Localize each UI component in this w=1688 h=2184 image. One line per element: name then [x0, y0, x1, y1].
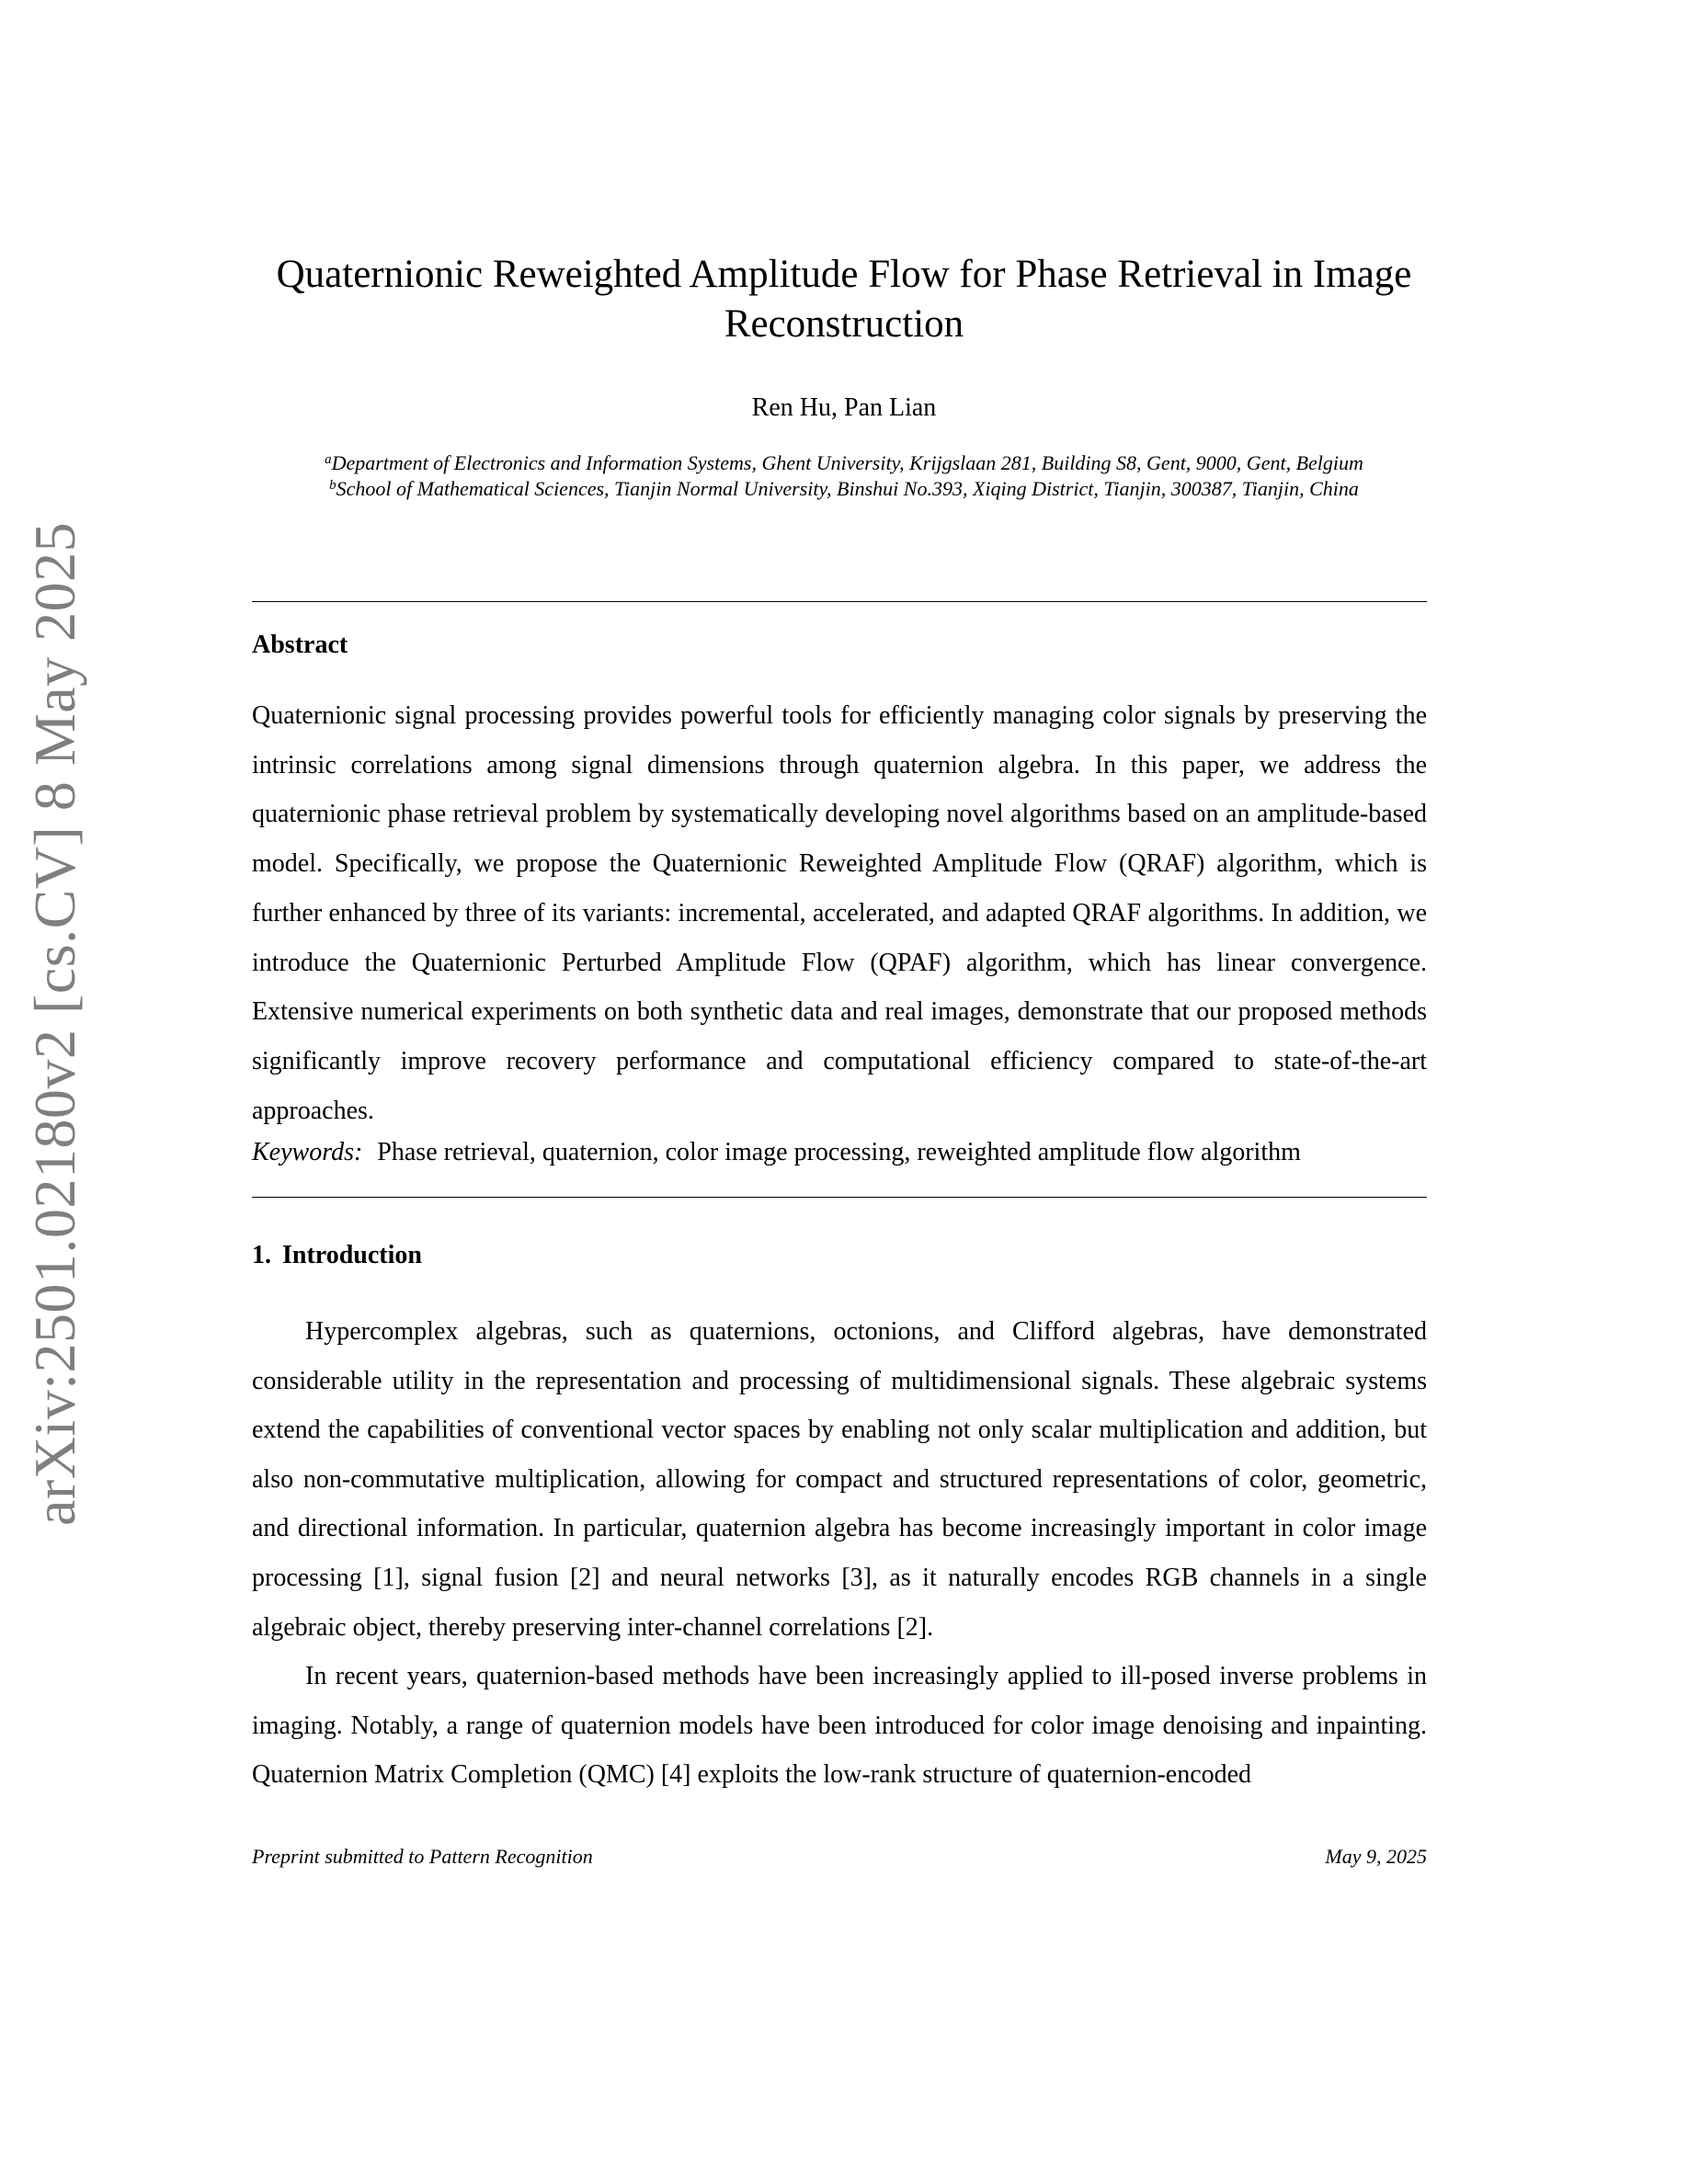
affiliation-marker: b	[329, 478, 336, 493]
abstract-top-rule	[252, 601, 1427, 602]
affiliations	[254, 450, 1434, 502]
footer-date: May 9, 2025	[1325, 1845, 1427, 1868]
affiliation-a	[254, 450, 1434, 476]
author-list: Ren Hu, Pan Lian	[751, 393, 937, 422]
abstract-heading: Abstract	[252, 631, 348, 659]
affiliation-text: Department of Electronics and Information Systems, Ghent University, Krijgslaan 281, Building S8, Gent, 9000, Gent, Belgium	[331, 451, 1363, 474]
affiliation-b	[254, 476, 1434, 502]
introduction-paragraph-2: In recent years, quaternion-based methods have been increasingly applied to ill-posed inverse problems in imaging. Notably, a range of quaternion models have been introduced for color image denoising and inpainting. Quaternion Matrix Completion (QMC) [4] exploits the low-rank structure of quaternion-encoded	[252, 1662, 1427, 1790]
arxiv-identifier-stamp[interactable]: arXiv:2501.02180v2 [cs.CV] 8 May 2025	[22, 521, 87, 1526]
introduction-paragraph-1: Hypercomplex algebras, such as quaternions, octonions, and Clifford algebras, have demonstrated considerable utility in the representation and processing of multidimensional signals. These algebraic systems extend the capabilities of conventional vector spaces by enabling not only scalar multiplication and addition, but also non-commutative multiplication, allowing for compact and structured representations of color, geometric, and directional information. In particular, quaternion algebra has become increasingly important in color image processing [1], signal fusion [2] and neural networks [3], as it naturally encodes RGB channels in a single algebraic object, thereby preserving inter-channel correlations [2].	[252, 1317, 1427, 1642]
affiliation-marker: a	[325, 452, 332, 467]
abstract-bottom-rule	[252, 1197, 1427, 1198]
introduction-body	[252, 1307, 1427, 1800]
affiliation-text: School of Mathematical Sciences, Tianjin Normal University, Binshui No.393, Xiqing District, Tianjin, 300387, Tianjin, China	[336, 477, 1359, 500]
paper-title: Quaternionic Reweighted Amplitude Flow for Phase Retrieval in Image Reconstruction	[276, 253, 1412, 346]
section-title: Introduction	[282, 1241, 422, 1269]
abstract-body: Quaternionic signal processing provides powerful tools for efficiently managing color signals by preserving the intrinsic correlations among signal dimensions through quaternion algebra. In this paper, we address the quaternionic phase retrieval problem by systematically developing novel algorithms based on an amplitude-based model. Specifically, we propose the Quaternionic Reweighted Amplitude Flow (QRAF) algorithm, which is further enhanced by three of its variants: incremental, accelerated, and adapted QRAF algorithms. In addition, we introduce the Quaternionic Perturbed Amplitude Flow (QPAF) algorithm, which has linear convergence. Extensive numerical experiments on both synthetic data and real images, demonstrate that our proposed methods significantly improve recovery performance and computational efficiency compared to state-of-the-art approaches.	[252, 701, 1427, 1125]
keywords-line	[252, 1136, 1427, 1169]
keywords-text: Phase retrieval, quaternion, color image processing, reweighted amplitude flow algorithm	[377, 1138, 1301, 1166]
section-heading-introduction	[252, 1239, 422, 1272]
keywords-label: Keywords:	[252, 1138, 363, 1166]
footer-submission-note: Preprint submitted to Pattern Recognition	[252, 1845, 593, 1868]
section-number: 1.	[252, 1241, 271, 1269]
